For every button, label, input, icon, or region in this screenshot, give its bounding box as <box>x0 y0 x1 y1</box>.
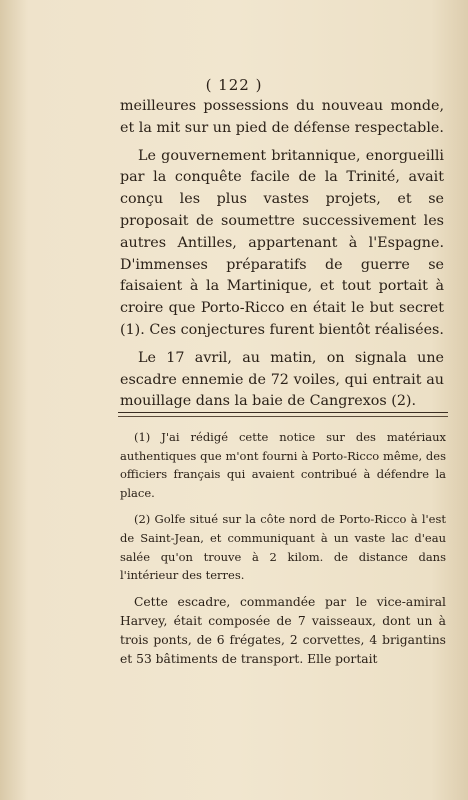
footnote-divider <box>118 412 448 414</box>
main-text <box>120 96 444 419</box>
paragraph-2: Le gouvernement britannique, enorgueilli par la conquête facile de la Trinité, avait conçu les plus vastes projets, et se proposait de soumettre successivement les autres Antilles, appartenant à l'Espagne. D'immenses préparatifs de guerre se faisaient à la Martinique, et tout portait à croire que Porto-Ricco en était le but secret (1). Ces conjectures furent bientôt réalisées. <box>120 147 444 338</box>
footnote-1: (1) J'ai rédigé cette notice sur des matériaux authentiques que m'ont fourni à Porto-Ricco même, des officiers français qui avaient contribué à défendre la place. <box>120 430 446 500</box>
footnotes <box>120 428 446 678</box>
footnote-divider-thin <box>118 416 448 418</box>
paragraph-3: Le 17 avril, au matin, on signala une escadre ennemie de 72 voiles, qui entrait au mouillage dans la baie de Cangrexos (2). <box>120 349 444 410</box>
footnote-continuation: Cette escadre, commandée par le vice-amiral Harvey, était composée de 7 vaisseaux, dont un à trois ponts, de 6 frégates, 2 corvettes, 4 brigantins et 53 bâtiments de transport. Elle portait <box>120 594 446 667</box>
paragraph-1: meilleures possessions du nouveau monde, et la mit sur un pied de défense respectable. <box>120 98 444 136</box>
page-number: ( 122 ) <box>205 76 263 94</box>
footnote-2: (2) Golfe situé sur la côte nord de Porto-Ricco à l'est de Saint-Jean, et communiquant à un vaste lac d'eau salée qu'on trouve à 2 kilom. de distance dans l'intérieur des terres. <box>120 512 446 583</box>
